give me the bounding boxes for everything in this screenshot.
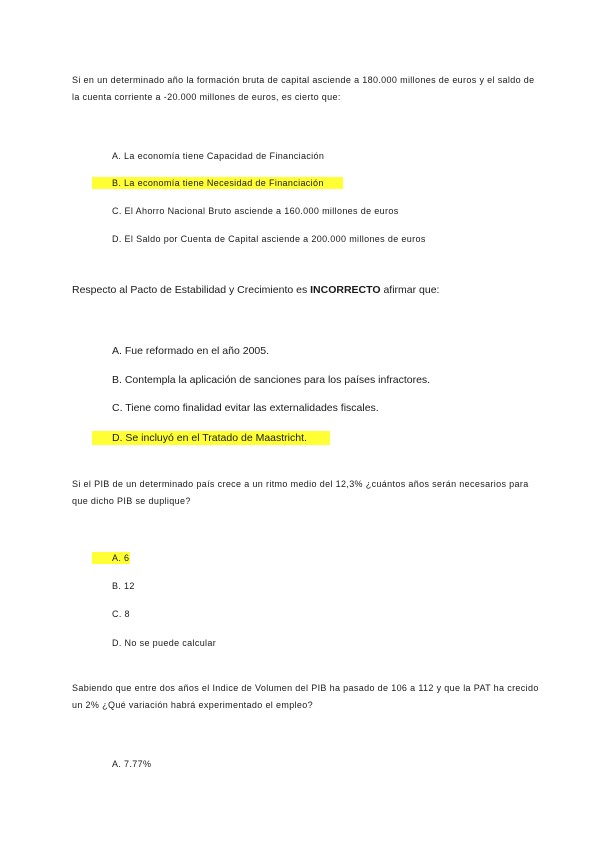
- question-2-text-after: afirmar que:: [380, 284, 440, 296]
- question-2-option-a: A. Fue reformado en el año 2005.: [112, 345, 270, 357]
- question-3-text: Si el PIB de un determinado país crece a un ritmo medio del 12,3% ¿cuántos años serán necesarios para que dicho PIB se duplique?: [72, 479, 529, 506]
- question-1-option-c: C. El Ahorro Nacional Bruto asciende a 160.000 millones de euros: [112, 206, 399, 216]
- question-4-option-a: A. 7.77%: [112, 759, 152, 769]
- question-1-text: Si en un determinado año la formación bruta de capital asciende a 180.000 millones de euros y el saldo de la cuenta corriente a -20.000 millones de euros, es cierto que:: [72, 75, 535, 102]
- question-2-text-before: Respecto al Pacto de Estabilidad y Crecimiento es: [72, 284, 311, 296]
- question-3-option-a-highlighted: A. 6: [112, 553, 130, 563]
- question-3-option-c: C. 8: [112, 609, 130, 619]
- question-4-text: Sabiendo que entre dos años el Indice de Volumen del PIB ha pasado de 106 a 112 y que la PAT ha crecido un 2% ¿Qué variación habrá experimentado el empleo?: [72, 683, 539, 710]
- question-2-option-c: C. Tiene como finalidad evitar las externalidades fiscales.: [112, 402, 379, 414]
- question-1-option-d: D. El Saldo por Cuenta de Capital asciende a 200.000 millones de euros: [112, 234, 426, 244]
- question-2-text-bold: INCORRECTO: [310, 284, 381, 296]
- question-1-option-b-highlighted: B. La economía tiene Necesidad de Financiación: [112, 178, 324, 188]
- question-1-option-a: A. La economía tiene Capacidad de Financiación: [112, 151, 325, 161]
- question-2-option-b: B. Contempla la aplicación de sanciones para los países infractores.: [112, 374, 431, 386]
- question-2-option-d-highlighted: D. Se incluyó en el Tratado de Maastricht.: [112, 432, 307, 444]
- question-2-text: [72, 282, 542, 299]
- question-3-option-b: B. 12: [112, 581, 135, 591]
- question-3-option-d: D. No se puede calcular: [112, 638, 217, 648]
